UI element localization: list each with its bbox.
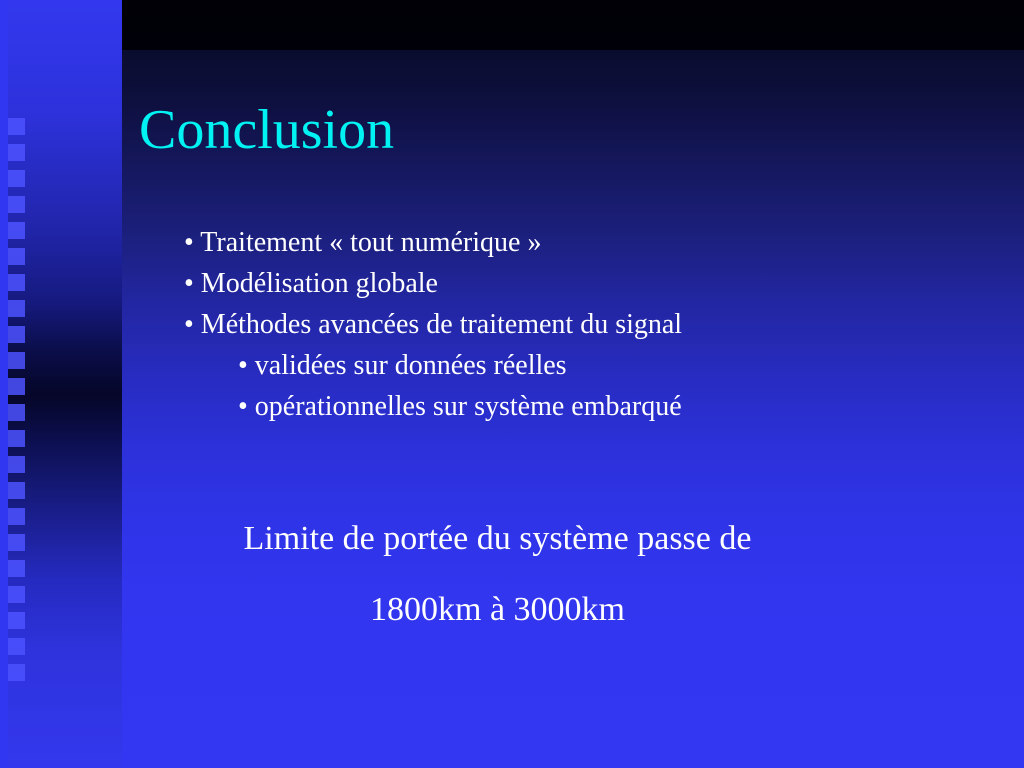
decor-square (8, 300, 25, 317)
decor-square (8, 430, 25, 447)
decor-square (8, 274, 25, 291)
decor-square (8, 560, 25, 577)
decor-square (8, 248, 25, 265)
sub-bullet-item: • validées sur données réelles (238, 350, 567, 381)
decor-square (8, 352, 25, 369)
bullet-item: • Traitement « tout numérique » (184, 227, 542, 258)
sub-bullet-item: • opérationnelles sur système embarqué (238, 391, 682, 422)
bullet-item: • Méthodes avancées de traitement du signal (184, 309, 683, 340)
decor-square (8, 326, 25, 343)
range-statement-line-1: Limite de portée du système passe de (243, 520, 752, 557)
decor-square (8, 664, 25, 681)
left-band-gradient (8, 0, 122, 768)
bullet-item: • Modélisation globale (184, 268, 438, 299)
decor-square (8, 638, 25, 655)
decor-square (8, 144, 25, 161)
decor-square (8, 170, 25, 187)
bullet-list (184, 222, 682, 427)
slide-title: Conclusion (139, 99, 395, 161)
decor-square (8, 378, 25, 395)
range-statement-line-2: 1800km à 3000km (370, 591, 625, 628)
decor-square (8, 196, 25, 213)
decor-square (8, 404, 25, 421)
decor-square (8, 456, 25, 473)
decor-square (8, 222, 25, 239)
decor-square (8, 118, 25, 135)
decor-square (8, 482, 25, 499)
